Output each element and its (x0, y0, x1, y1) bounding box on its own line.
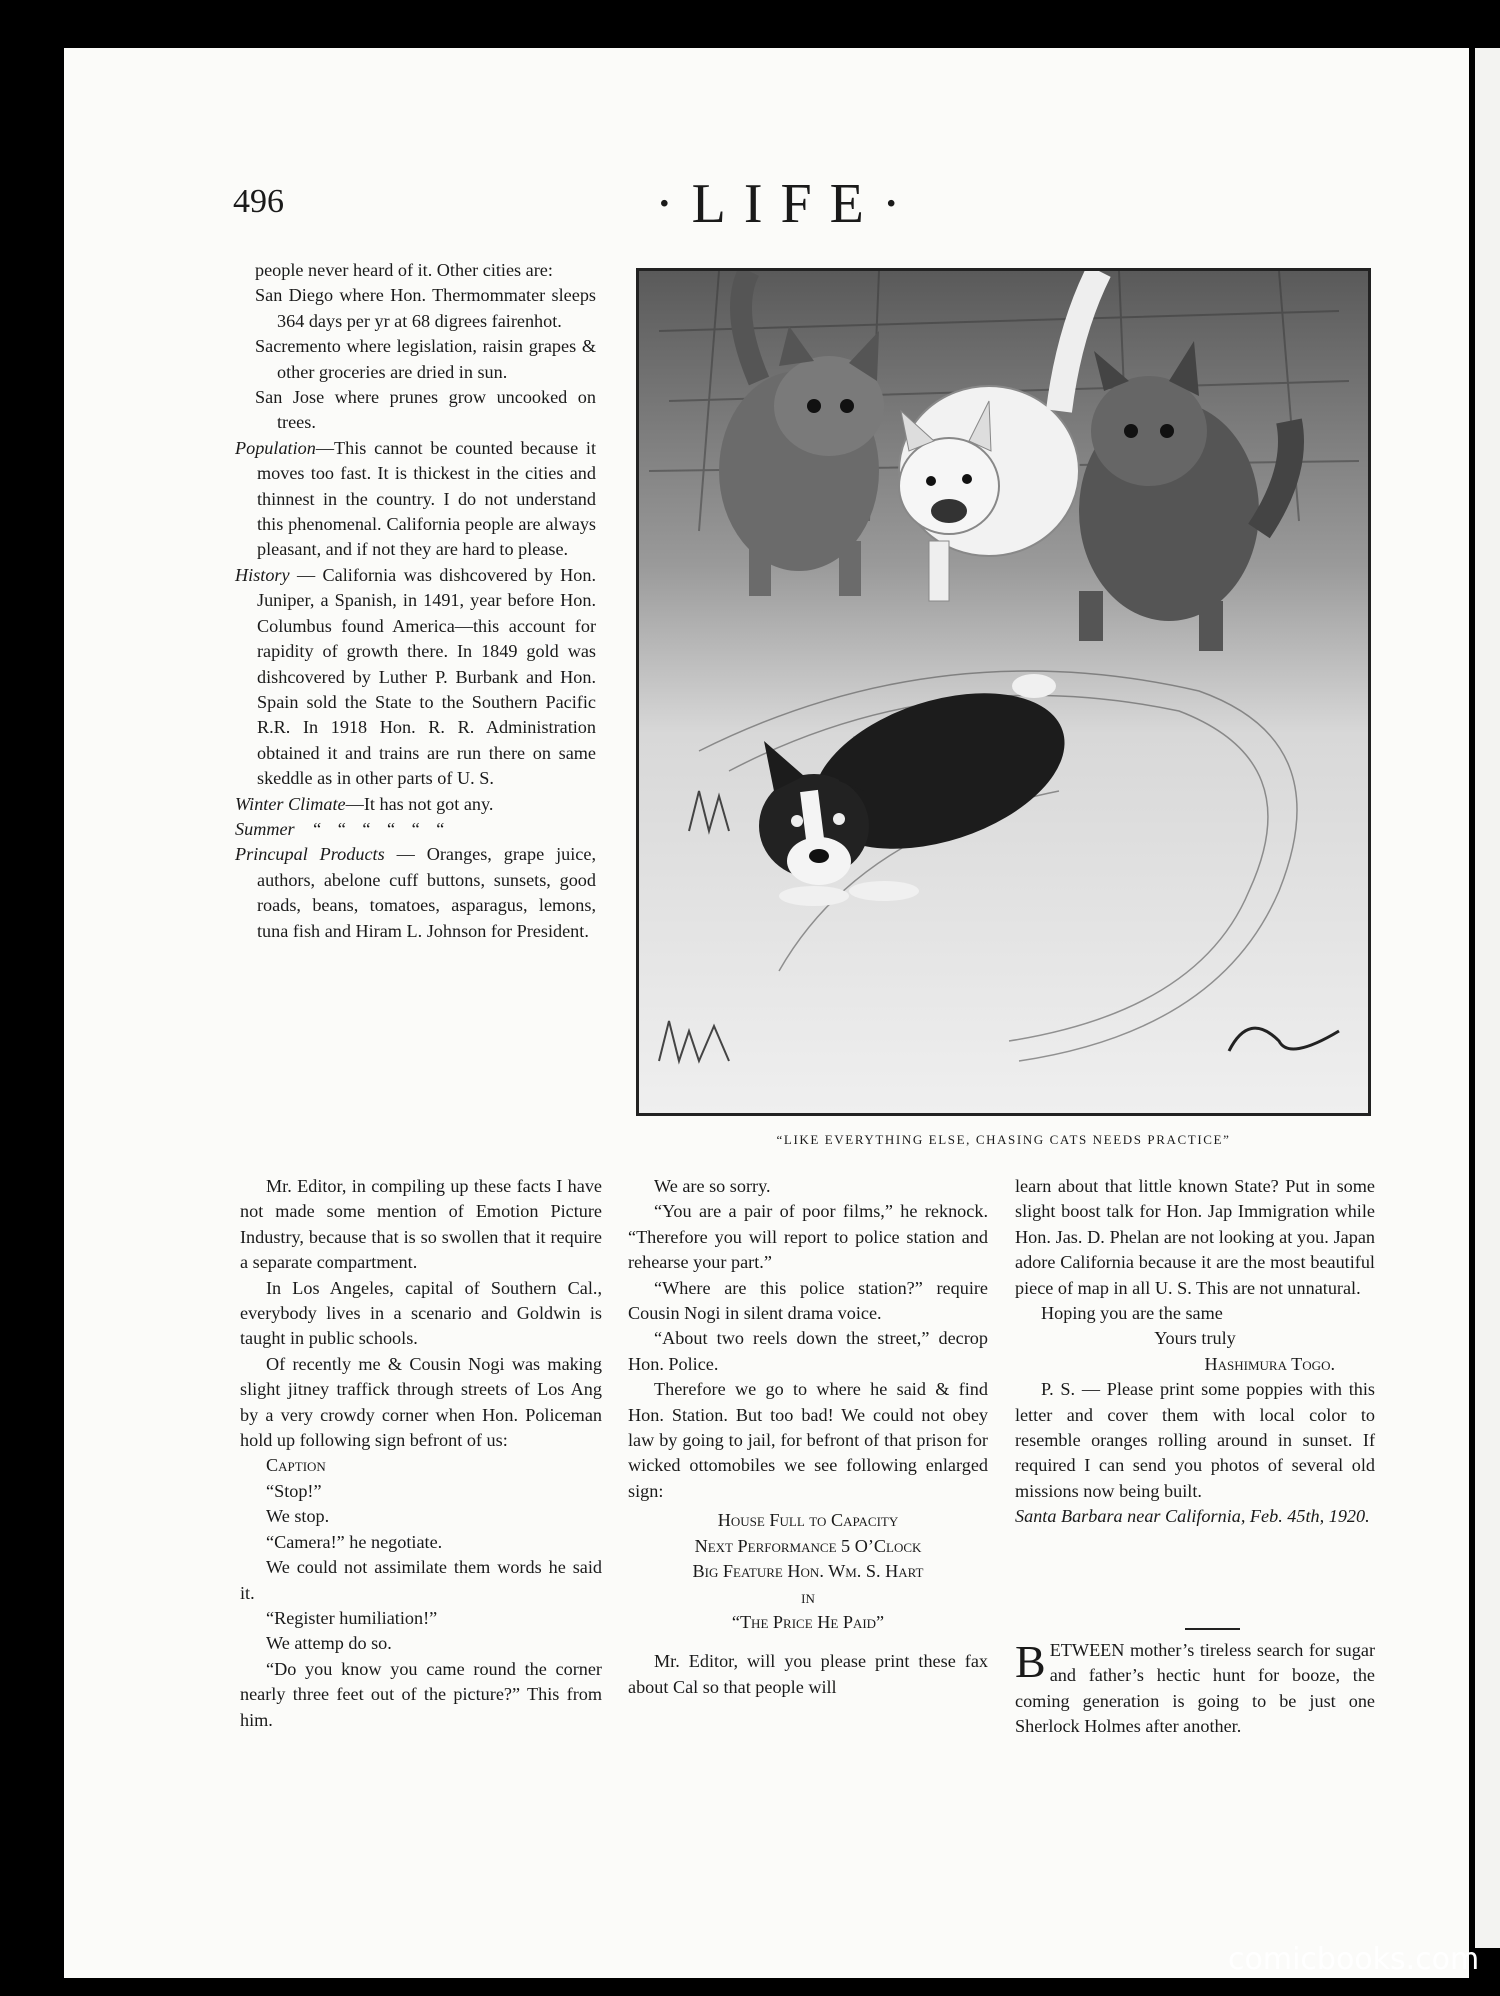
products-text: — Oranges, grape juice, authors, abelone cuff buttons, sunsets, good roads, beans, tomatoes, asparagus, lemons, tuna fish and Hiram L. Johnson for President. (257, 844, 596, 941)
postscript: P. S. — Please print some poppies with this letter and cover them with local color to resemble oranges rolling around in sunset. If required I can send you photos of several old missions now being built. (1015, 1379, 1375, 1501)
paragraph: We stop. (266, 1506, 330, 1527)
population-entry (235, 436, 596, 563)
history-text: — California was dishcovered by Hon. Juniper, a Spanish, in 1491, year before Hon. Columbus found America—this account for rapidity of growth there. In 1849 gold was dishcovered by Luther P. Burbank and Hon. Spain sold the State to the Southern Pacific R.R. In 1918 Hon. R. R. Administration obtained it and trains are run there on same skeddle as in other parts of U. S. (257, 564, 596, 789)
paragraph: We could not assimilate them words he said it. (240, 1557, 602, 1603)
paragraph: “You are a pair of poor films,” he reknock. “Therefore you will report to police station and rehearse your part.” (628, 1201, 988, 1273)
city-item: San Jose where prunes grow uncooked on trees. (255, 387, 596, 433)
watermark: comicbooks.com (1228, 1942, 1480, 1977)
place-date (1015, 1504, 1375, 1529)
sign-line: Big Feature Hon. Wm. S. Hart (692, 1561, 924, 1582)
column-2 (240, 1174, 602, 1733)
population-text: —This cannot be counted because it moves too fast. It is thickest in the cities and thinnest in the country. I do not understand this phenomenal. California people are always pleasant, and if not they are hard to please. (257, 437, 596, 560)
joke-block (1015, 1638, 1375, 1740)
city-item: Sacremento where legislation, raisin grapes & other groceries are dried in sun. (255, 336, 596, 382)
paragraph: “Do you know you came round the corner nearly three feet out of the picture?” This from him. (240, 1658, 602, 1730)
city-item: San Diego where Hon. Thermommater sleeps 364 days per yr at 68 digrees fairenhot. (255, 285, 596, 331)
paragraph: Therefore we go to where he said & find Hon. Station. But too bad! We could not obey law by going to jail, for befront of that prison for wicked ottomobiles we see following enlarged sign: (628, 1379, 988, 1501)
facing-page-edge (1475, 48, 1500, 1948)
letter-signature: Hashimura Togo. (1204, 1353, 1335, 1374)
winter-text: —It has not got any. (345, 793, 494, 814)
sign-line: Next Performance 5 O’Clock (694, 1535, 922, 1556)
products-entry (235, 842, 596, 944)
drop-cap: B (1015, 1636, 1046, 1687)
place-date-text: Santa Barbara near California, Feb. 45th, 1920. (1015, 1506, 1370, 1527)
column-4 (1015, 1174, 1375, 1530)
letter-closing: Hoping you are the same (1041, 1303, 1223, 1324)
paragraph: Mr. Editor, in compiling up these facts I have not made some mention of Emotion Picture Industry, because that is so swollen that it require a separate compartment. (240, 1176, 602, 1273)
column-1 (235, 258, 596, 944)
sign-line: “The Price He Paid” (731, 1611, 885, 1632)
paragraph: “Where are this police station?” require Cousin Nogi in silent drama voice. (628, 1277, 988, 1324)
winter-entry (235, 792, 596, 817)
paragraph: “Stop!” (266, 1480, 322, 1501)
page-number: 496 (233, 183, 284, 220)
cities-list (235, 283, 596, 435)
letter-yours: Yours truly (1154, 1328, 1236, 1349)
summer-ditto: “ “ “ “ “ “ (313, 818, 451, 839)
column-3 (628, 1174, 988, 1700)
paragraph: “Camera!” he negotiate. (266, 1531, 443, 1552)
paragraph: learn about that little known State? Put in some slight boost talk for Hon. Jap Immigration while Hon. Jas. D. Phelan are not looking at you. Japan adore California because it are the most beautiful piece of map in all U. S. This are not unnatural. (1015, 1176, 1375, 1298)
history-label: History (235, 564, 290, 585)
illustration-dog-and-cats (636, 268, 1371, 1116)
masthead-title: ·LIFE· (655, 173, 919, 235)
section-rule (1185, 1628, 1240, 1630)
joke-text: ETWEEN mother’s tireless search for sugar and father’s hectic hunt for booze, the coming generation is going to be just one Sherlock Holmes after another. (1015, 1640, 1375, 1737)
history-entry (235, 563, 596, 792)
paragraph: Caption (266, 1455, 326, 1476)
paragraph: We are so sorry. (654, 1176, 771, 1196)
col1-intro: people never heard of it. Other cities are: (255, 260, 553, 280)
winter-label: Winter Climate (235, 793, 346, 814)
joke-paragraph (1015, 1638, 1375, 1740)
paragraph: We attemp do so. (266, 1633, 392, 1654)
products-label: Princupal Products (235, 844, 385, 865)
illustration-caption: “LIKE EVERYTHING ELSE, CHASING CATS NEEDS PRACTICE” (776, 1132, 1231, 1147)
sign-line: in (801, 1586, 815, 1607)
paragraph: “About two reels down the street,” decrop Hon. Police. (628, 1328, 988, 1374)
enlarged-sign (628, 1508, 988, 1635)
population-label: Population (235, 437, 316, 458)
paragraph: Mr. Editor, will you please print these fax about Cal so that people will (628, 1651, 988, 1697)
summer-entry (235, 817, 596, 842)
summer-label: Summer (235, 818, 295, 839)
sign-line: House Full to Capacity (717, 1510, 899, 1531)
paragraph: “Register humiliation!” (266, 1607, 438, 1628)
paragraph: Of recently me & Cousin Nogi was making slight jitney traffick through streets of Los Ang by a very crowdy corner when Hon. Policeman hold up following sign befront of us: (240, 1353, 602, 1451)
paragraph: In Los Angeles, capital of Southern Cal., everybody lives in a scenario and Goldwin is taught in public schools. (240, 1277, 602, 1349)
illustration-drawing (639, 271, 1368, 1113)
